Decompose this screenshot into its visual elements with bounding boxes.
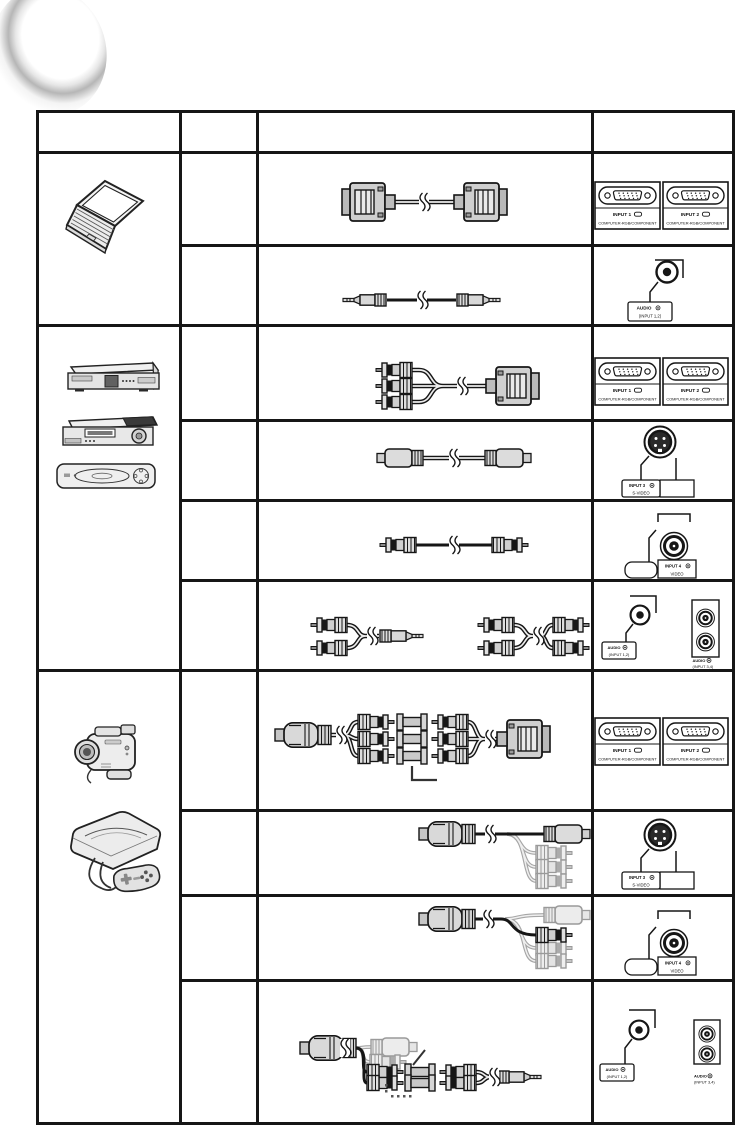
laptop-icon — [65, 179, 155, 263]
jack-glyph-icon — [708, 1074, 712, 1078]
rca-plug-icon — [358, 715, 394, 730]
jack-glyph-icon — [707, 658, 711, 662]
audio12-label: AUDIO — [636, 305, 652, 311]
audio34-label: AUDIO — [692, 658, 706, 663]
input1-label: INPUT 1 — [612, 213, 632, 218]
vga-connector-icon — [454, 183, 507, 221]
header-cell-terminal — [594, 113, 732, 151]
panel-outline — [625, 959, 657, 975]
dvd-ld-player-icon — [57, 464, 155, 488]
cable-stereo-audio — [257, 245, 592, 325]
rca-plug-icon — [311, 618, 347, 633]
cable-break-mark — [449, 536, 460, 554]
cable-s-video — [257, 420, 592, 499]
cable-3rca-to-15pin — [257, 325, 592, 420]
vcr-icon — [63, 417, 157, 445]
s-video-plug-icon — [377, 449, 423, 467]
audio-rca-port-icon — [697, 609, 715, 627]
input2-port — [663, 358, 728, 405]
dsub-glyph-icon — [634, 748, 641, 752]
minijack-port-icon — [657, 262, 678, 283]
camera-av-plug-icon — [419, 907, 475, 931]
audio12-sublabel: (INPUT 1,2) — [638, 313, 662, 319]
input2-sublabel: COMPUTER-RGB/COMPONENT — [666, 220, 725, 226]
cable-composite-video — [257, 500, 592, 579]
audio-rca-port-icon — [697, 633, 715, 651]
terminal-audio-input12 — [592, 245, 732, 324]
dsub-glyph-icon — [702, 388, 709, 392]
s-video-port-icon — [645, 820, 676, 851]
rca-plug-icon — [380, 538, 416, 553]
cable-2rca-to-2rca — [478, 618, 589, 656]
cable-break-mark — [457, 377, 468, 395]
jack-glyph-icon — [623, 645, 627, 649]
dvd-player-icon — [68, 363, 159, 392]
cable-break-mark — [533, 627, 544, 645]
audio34-terminal — [692, 600, 719, 669]
rca-plug-icon — [311, 641, 347, 656]
camcorder-icon — [75, 725, 135, 783]
rca-plug-icon — [367, 1076, 403, 1091]
input4-sublabel: VIDEO — [670, 968, 684, 974]
cable-break-mark — [489, 1068, 500, 1086]
s-video-plug-icon — [485, 449, 531, 467]
input2-label: INPUT 2 — [680, 389, 700, 394]
input3-label: INPUT 3 — [628, 483, 646, 488]
audio-rca-port-icon — [699, 1046, 715, 1062]
rca-plug-icon — [358, 749, 394, 764]
audio34-terminal — [694, 1020, 720, 1085]
connection-table — [36, 110, 735, 1125]
header-cell-device — [39, 113, 179, 151]
callout-line — [412, 766, 437, 780]
jack-glyph-icon — [686, 564, 690, 568]
input1-label: INPUT 1 — [612, 389, 632, 394]
vga-port-icon — [667, 363, 724, 380]
cable-break-mark — [485, 825, 496, 843]
input2-sublabel: COMPUTER-RGB/COMPONENT — [666, 396, 725, 402]
input1-port — [595, 718, 660, 765]
cable-camera-audio — [257, 980, 592, 1125]
s-video-plug-gray-icon — [544, 906, 590, 924]
rca-coupler-icon — [397, 714, 427, 730]
dsub-glyph-icon — [634, 212, 641, 216]
input4-sublabel: VIDEO — [670, 571, 684, 577]
rca-plug-icon — [478, 618, 514, 633]
cable-break-mark — [336, 726, 347, 744]
input4-label: INPUT 4 — [664, 960, 682, 966]
input1-sublabel: COMPUTER-RGB/COMPONENT — [598, 756, 657, 762]
terminal-input3-svideo — [592, 810, 732, 894]
audio34-sublabel: (INPUT 3,4) — [694, 1079, 715, 1085]
input1-label: INPUT 1 — [612, 749, 632, 754]
cable-break-mark — [483, 910, 494, 928]
rca-plug-icon — [478, 641, 514, 656]
audio34-sublabel: (INPUT 3,4) — [692, 664, 714, 669]
av-devices-icons — [53, 360, 177, 520]
vga-port-icon — [599, 723, 656, 740]
audio12-terminal — [600, 1010, 655, 1081]
vga-connector-icon — [342, 183, 395, 221]
vga-port-icon — [667, 723, 724, 740]
vga-connector-icon — [486, 367, 539, 405]
terminal-input4-video — [592, 500, 732, 579]
input1-port — [595, 358, 660, 405]
jack-glyph-icon — [656, 306, 660, 310]
input3-label: INPUT 3 — [628, 875, 646, 880]
rca-plug-icon — [492, 538, 528, 553]
rca-plug-icon — [358, 732, 394, 747]
rca-plug-icon — [432, 732, 468, 747]
cable-camera-svideo — [257, 810, 592, 894]
cable-break-mark — [485, 730, 496, 748]
s-video-plug-icon — [544, 825, 590, 843]
input2-port — [663, 718, 728, 765]
callout-line — [413, 1050, 425, 1065]
minijack-plug-icon — [343, 294, 386, 306]
terminal-input1-input2 — [592, 152, 732, 244]
panel-outline — [660, 480, 694, 497]
rca-plug-gray-icon — [536, 860, 572, 875]
rca-plug-icon — [536, 928, 572, 943]
minijack-plug-icon — [457, 294, 500, 306]
input2-port — [663, 182, 728, 229]
dsub-glyph-icon — [634, 388, 641, 392]
vga-port-icon — [667, 187, 724, 204]
vga-port-icon — [599, 363, 656, 380]
terminal-audio-dual — [592, 580, 732, 669]
rca-plug-gray-icon — [536, 874, 572, 889]
rca-plug-icon — [376, 379, 412, 394]
input1-port — [595, 182, 660, 229]
cable-break-mark — [419, 193, 430, 211]
input2-label: INPUT 2 — [680, 749, 700, 754]
audio-rca-port-icon — [699, 1026, 715, 1042]
camera-av-plug-icon — [419, 822, 475, 846]
audio12-label: AUDIO — [605, 1067, 619, 1072]
video-rca-port-icon — [661, 930, 688, 957]
cable-camera-video — [257, 895, 592, 979]
cable-audio-pair — [257, 580, 592, 669]
rca-plug-gray-icon — [536, 846, 572, 861]
rca-plug-icon — [440, 1076, 476, 1091]
audio12-sublabel: (INPUT 1,2) — [608, 652, 630, 657]
rca-coupler-icon — [405, 1075, 435, 1091]
audio12-label: AUDIO — [607, 645, 621, 650]
jack-glyph-icon — [686, 961, 690, 965]
panel-outline — [660, 872, 694, 889]
rca-coupler-icon — [397, 748, 427, 764]
game-controller-icon — [112, 863, 161, 894]
s-video-plug-gray-icon — [371, 1038, 417, 1056]
vga-port-icon — [599, 187, 656, 204]
jack-glyph-icon — [650, 483, 654, 487]
input2-sublabel: COMPUTER-RGB/COMPONENT — [666, 756, 725, 762]
cable-break-mark — [449, 449, 460, 467]
camera-game-icons — [53, 710, 183, 1020]
rca-plug-icon — [376, 363, 412, 378]
rca-plug-icon — [553, 618, 589, 633]
dsub-glyph-icon — [702, 748, 709, 752]
input4-label: INPUT 4 — [664, 563, 682, 569]
header-cell-2 — [182, 113, 256, 151]
s-video-port-icon — [645, 427, 676, 458]
terminal-input1-input2 — [592, 670, 732, 809]
dsub-glyph-icon — [702, 212, 709, 216]
game-console-icon — [71, 812, 162, 894]
vga-connector-icon — [497, 720, 550, 758]
input2-label: INPUT 2 — [680, 213, 700, 218]
jack-glyph-icon — [621, 1067, 625, 1071]
input1-sublabel: COMPUTER-RGB/COMPONENT — [598, 220, 657, 226]
cable-rgb — [257, 152, 592, 244]
terminal-input1-input2 — [592, 325, 732, 419]
cable-camera-component-adapter — [257, 670, 592, 809]
rca-coupler-icon — [397, 731, 427, 747]
rca-plug-icon — [553, 641, 589, 656]
audio34-label: AUDIO — [694, 1073, 707, 1079]
jack-glyph-icon — [650, 875, 654, 879]
panel-outline — [625, 562, 657, 578]
cable-2rca-to-minijack — [311, 618, 423, 656]
input3-sublabel: S-VIDEO — [632, 490, 650, 496]
input1-sublabel: COMPUTER-RGB/COMPONENT — [598, 396, 657, 402]
minijack-plug-icon — [498, 1071, 541, 1083]
cable-break-mark — [367, 627, 378, 645]
terminal-input4-video — [592, 895, 732, 979]
minijack-port-icon — [631, 606, 650, 625]
video-rca-port-icon — [661, 533, 688, 560]
audio12-terminal — [602, 596, 656, 659]
rca-plug-gray-icon — [536, 954, 572, 969]
camera-av-plug-icon — [275, 723, 331, 747]
rca-plug-icon — [432, 749, 468, 764]
minijack-plug-icon — [380, 630, 423, 642]
terminal-input3-svideo — [592, 420, 732, 499]
rca-plug-icon — [376, 395, 412, 410]
minijack-port-icon — [630, 1021, 649, 1040]
cable-break-mark — [340, 1039, 351, 1057]
rca-plug-icon — [432, 715, 468, 730]
terminal-audio-dual — [592, 980, 732, 1125]
header-cell-cable — [259, 113, 591, 151]
input3-sublabel: S-VIDEO — [632, 882, 650, 888]
audio12-sublabel: (INPUT 1,2) — [606, 1074, 628, 1079]
cable-break-mark — [417, 291, 428, 309]
